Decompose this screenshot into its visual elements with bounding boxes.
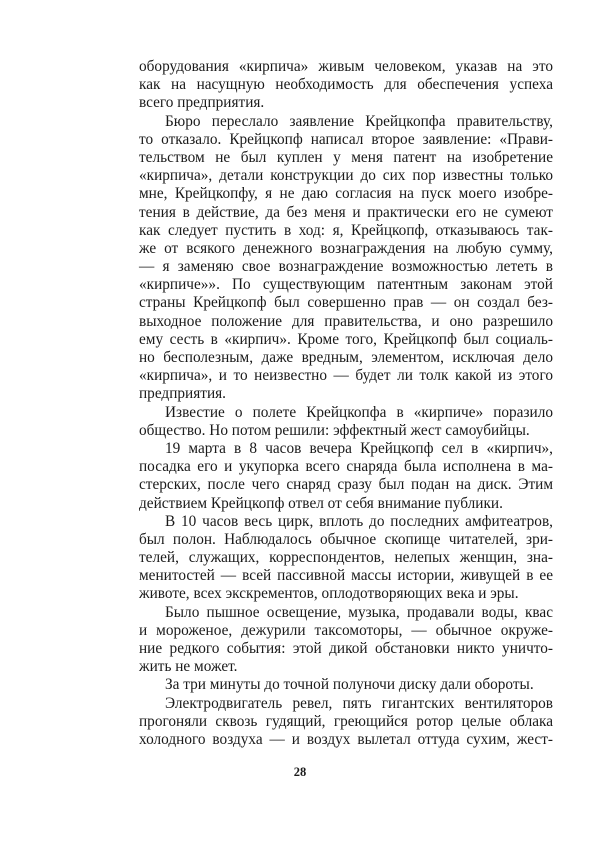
- text-line: как следует пустить в ход: я, Крейцкопф, отказываюсь так-: [139, 221, 553, 239]
- text-line: и мороженое, дежурили таксомоторы, — обычное окруже-: [139, 621, 553, 639]
- text-line: посадка его и укупорка всего снаряда была исполнена в ма-: [139, 458, 553, 476]
- text-line: жить не может.: [139, 658, 238, 676]
- text-line: ему сесть в «кирпич». Кроме того, Крейцкопф был социаль-: [139, 330, 553, 348]
- text-line: действием Крейцкопф отвел от себя внимание публики.: [139, 494, 503, 512]
- text-line: 19 марта в 8 часов вечера Крейцкопф сел в «кирпич»,: [165, 439, 553, 457]
- text-line: оборудования «кирпича» живым человеком, указав на это: [139, 58, 553, 75]
- text-line: Бюро переслало заявление Крейцкопфа правительству,: [165, 112, 553, 130]
- text-line: всего предприятия.: [139, 94, 265, 112]
- text-line: страны Крейцкопф был совершенно прав — он создал без-: [139, 294, 553, 312]
- text-line: выходное положение для правительства, и оно разрешило: [139, 312, 553, 330]
- text-line: был полон. Наблюдалось обычное скопище читателей, зри-: [139, 530, 553, 548]
- text-line: но бесполезным, даже вредным, элементом, исключая дело: [139, 349, 553, 366]
- text-line: прогоняли сквозь гудящий, греющийся ротор целые облака: [139, 712, 553, 730]
- text-line: тельством не был куплен у меня патент на изобретение: [139, 148, 553, 166]
- text-line: стерских, после чего снаряд сразу был подан на диск. Этим: [139, 476, 553, 494]
- text-line: Электродвигатель ревел, пять гигантских вентиляторов: [165, 694, 553, 712]
- page-number: 28: [293, 765, 307, 779]
- text-line: «кирпиче»». По существующим патентным законам этой: [139, 276, 553, 294]
- text-line: «кирпича», детали конструкции до сих пор известны только: [139, 167, 553, 185]
- body-text: [139, 58, 553, 749]
- text-line: За три минуты до точной полуночи диску дали обороты.: [165, 676, 534, 694]
- text-line: Было пышное освещение, музыка, продавали воды, квас: [165, 603, 553, 621]
- text-line: Известие о полете Крейцкопфа в «кирпиче» поразило: [165, 403, 553, 421]
- text-line: — я заменяю свое вознаграждение возможностью лететь в: [139, 258, 553, 276]
- text-line: холодного воздуха — и воздух вылетал оттуда сухим, жест-: [139, 730, 553, 748]
- text-line: телей, служащих, корреспондентов, нелепых женщин, зна-: [139, 549, 553, 567]
- text-line: тения в действие, да без меня и практически его не сумеют: [139, 203, 553, 221]
- text-line: ние редкого события: этой дикой обстановки никто уничто-: [139, 640, 553, 657]
- text-line: «кирпича», и то неизвестно — будет ли толк какой из этого: [139, 367, 553, 385]
- text-line: же от всякого денежного вознаграждения на любую сумму,: [139, 239, 553, 257]
- text-line: животе, всех экскрементов, оплодотворяющих века и эры.: [139, 585, 519, 603]
- text-line: менитостей — всей пассивной массы истории, живущей в ее: [139, 567, 553, 585]
- text-line: общество. Но потом решили: эффектный жест самоубийцы.: [139, 421, 530, 439]
- text-line: то отказало. Крейцкопф написал второе заявление: «Прави-: [139, 130, 553, 148]
- text-line: как на насущную необходимость для обеспечения успеха: [139, 76, 553, 94]
- text-line: мне, Крейцкопфу, я не даю согласия на пуск моего изобре-: [139, 185, 553, 203]
- text-line: В 10 часов весь цирк, вплоть до последних амфитеатров,: [165, 512, 553, 530]
- text-line: предприятия.: [139, 385, 226, 403]
